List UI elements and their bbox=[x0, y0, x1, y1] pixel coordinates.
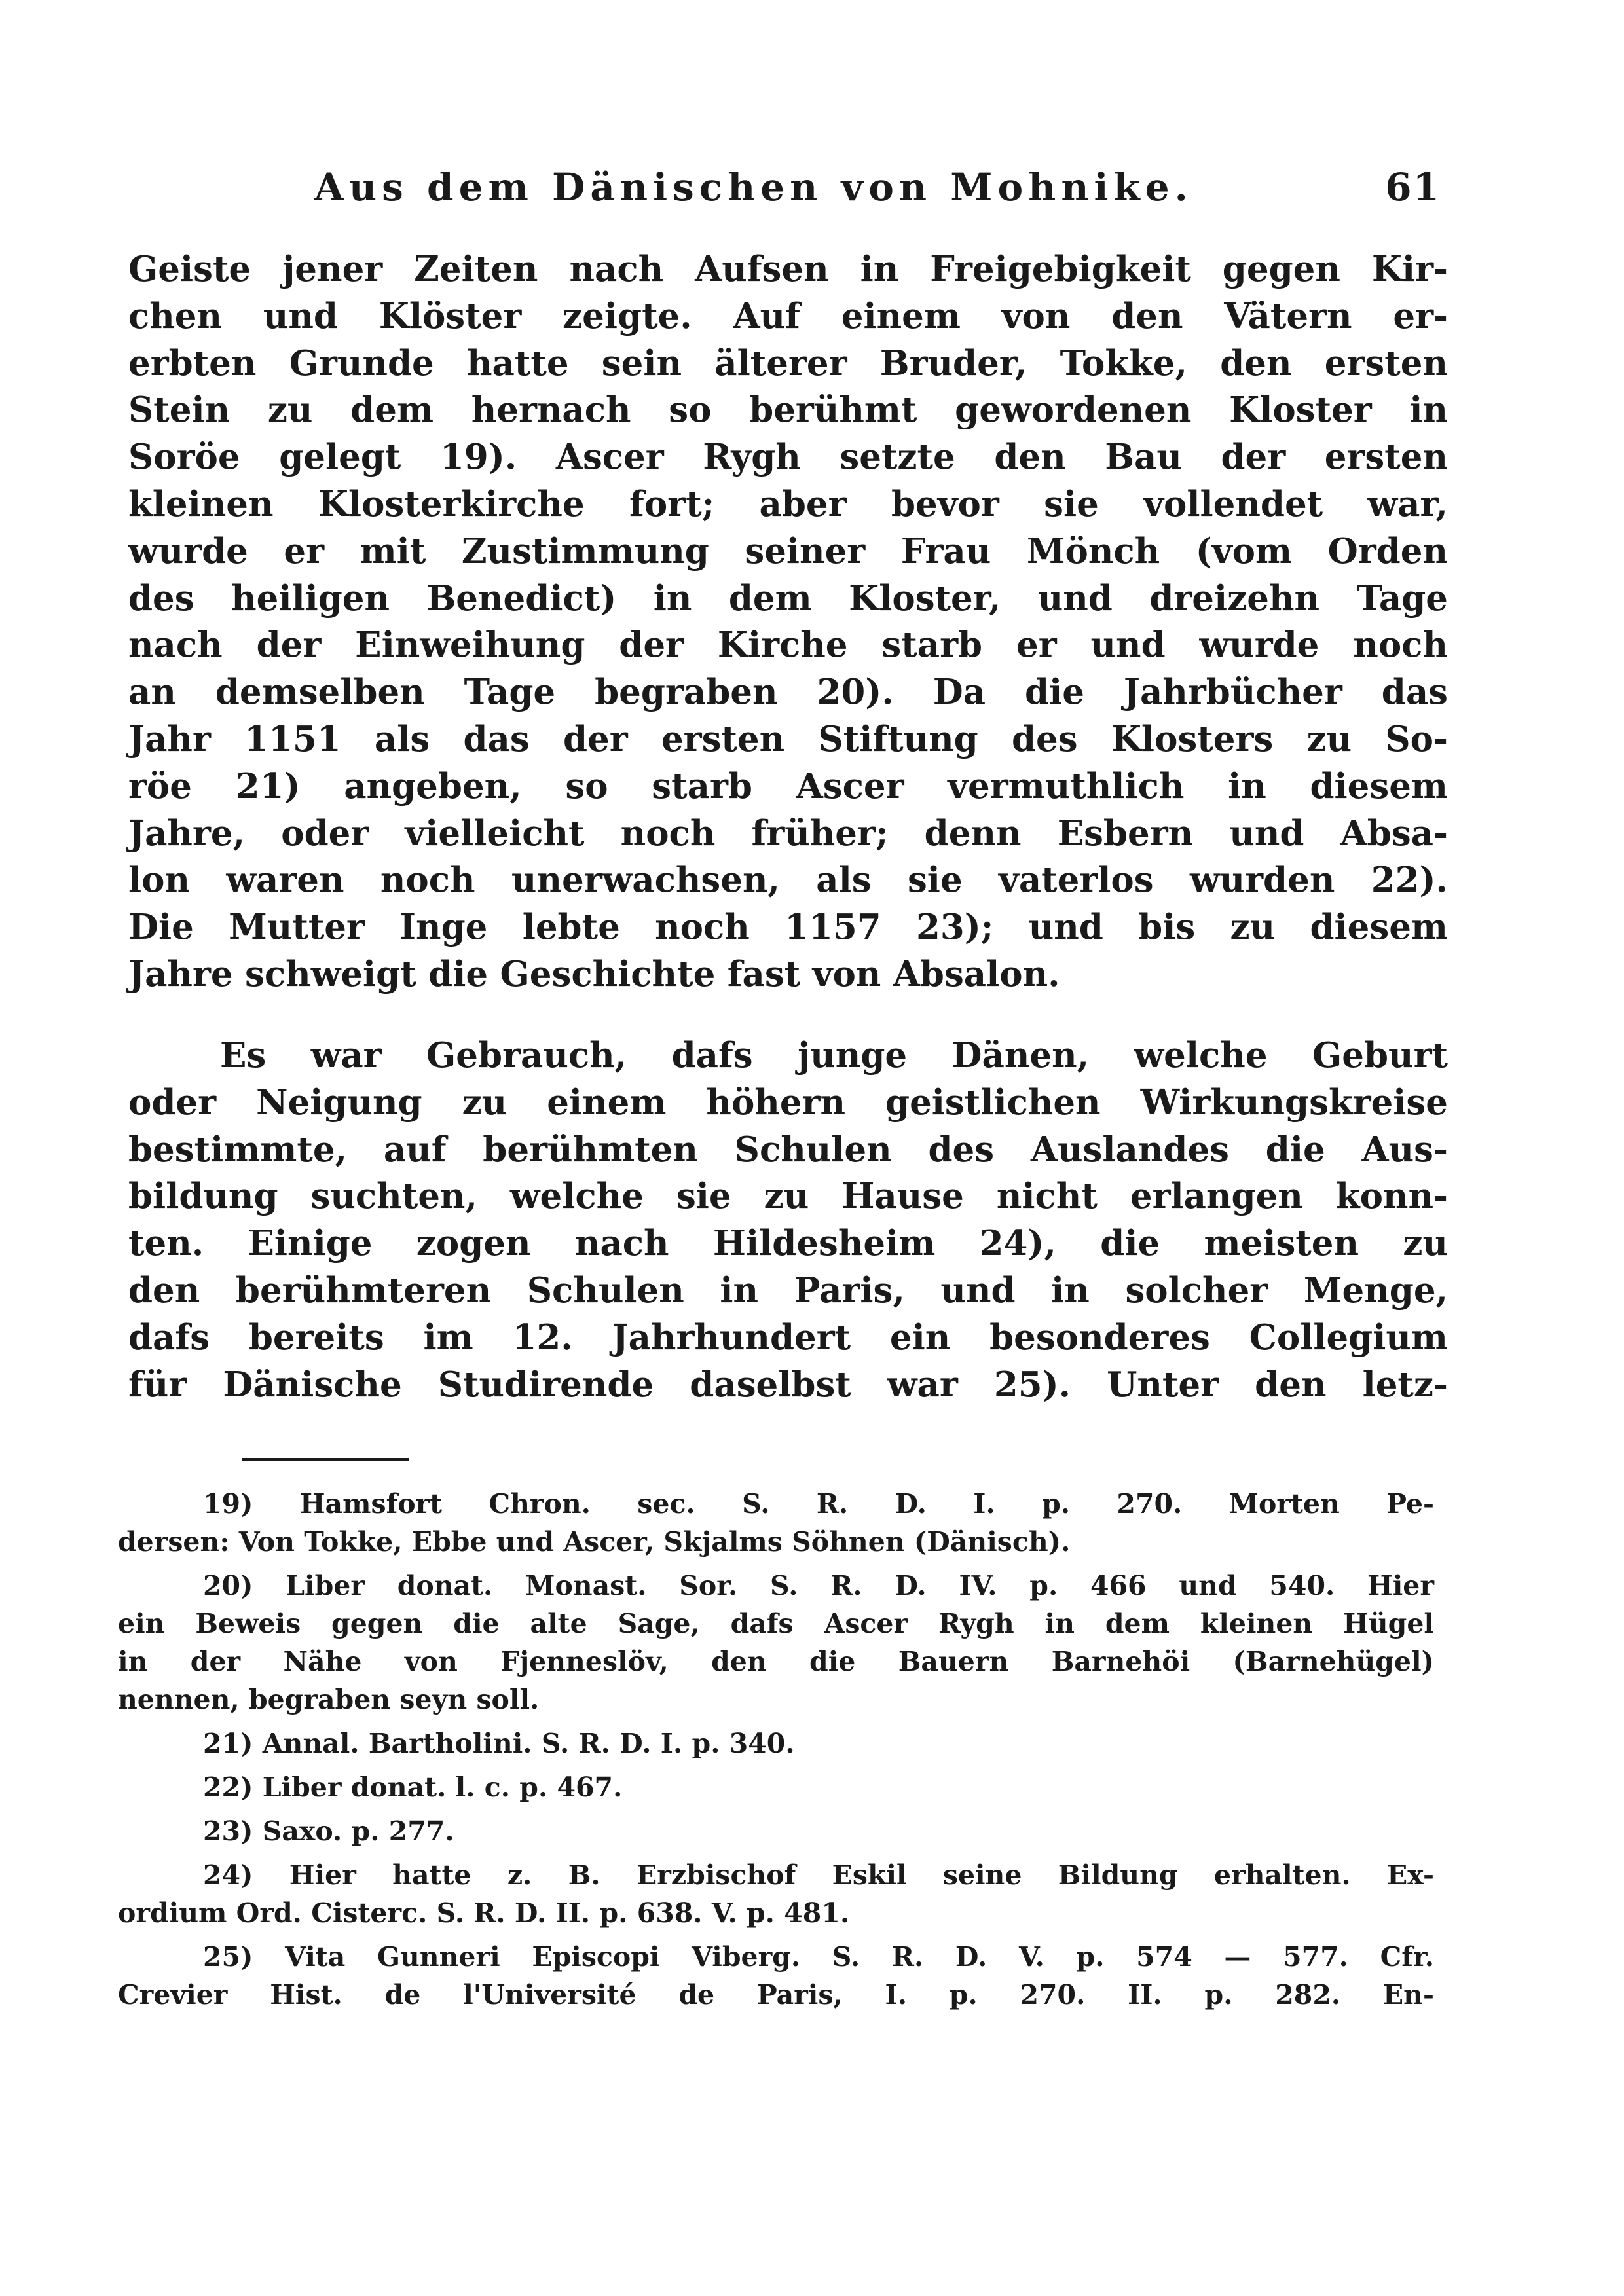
footnote-25 bbox=[118, 1938, 1434, 2014]
text-line: Soröe gelegt 19). Ascer Rygh setzte den Bau der ersten bbox=[128, 437, 1448, 478]
footnote-line: 25) Vita Gunneri Episcopi Viberg. S. R. D. V. p. 574 — 577. Cfr. bbox=[203, 1941, 1434, 1973]
footnote-line: ein Beweis gegen die alte Sage, dafs Ascer Rygh in dem kleinen Hügel bbox=[118, 1608, 1434, 1639]
text-line: kleinen Klosterkirche fort; aber bevor sie vollendet war, bbox=[128, 483, 1448, 524]
footnote-line: 21) Annal. Bartholini. S. R. D. I. p. 340. bbox=[203, 1728, 795, 1759]
footnote-line: ordium Ord. Cisterc. S. R. D. II. p. 638. V. p. 481. bbox=[118, 1897, 850, 1929]
text-line: des heiligen Benedict) in dem Kloster, und dreizehn Tage bbox=[128, 577, 1448, 619]
text-line: oder Neigung zu einem höhern geistlichen Wirkungskreise bbox=[128, 1082, 1448, 1123]
text-line: bildung suchten, welche sie zu Hause nicht erlangen konn- bbox=[128, 1176, 1448, 1217]
footnote-21 bbox=[118, 1724, 1434, 1762]
text-line: Jahre, oder vielleicht noch früher; denn Esbern und Absa- bbox=[128, 812, 1448, 854]
footnote-line: Crevier Hist. de l'Université de Paris, I. p. 270. II. p. 282. En- bbox=[118, 1979, 1434, 2011]
running-head bbox=[301, 165, 1441, 224]
paragraph-1 bbox=[128, 246, 1448, 998]
text-line: Jahr 1151 als das der ersten Stiftung des Klosters zu So- bbox=[128, 718, 1448, 759]
text-line: röe 21) angeben, so starb Ascer vermuthlich in diesem bbox=[128, 765, 1448, 807]
text-line: ten. Einige zogen nach Hildesheim 24), die meisten zu bbox=[128, 1223, 1448, 1264]
footnote-line: 23) Saxo. p. 277. bbox=[203, 1815, 454, 1847]
text-line: wurde er mit Zustimmung seiner Frau Mönch (vom Orden bbox=[128, 530, 1448, 572]
footnote-23 bbox=[118, 1812, 1434, 1850]
footnote-line: dersen: Von Tokke, Ebbe und Ascer, Skjalms Söhnen (Dänisch). bbox=[118, 1526, 1071, 1558]
text-line: Stein zu dem hernach so berühmt gewordenen Kloster in bbox=[128, 390, 1448, 431]
footnote-19 bbox=[118, 1485, 1434, 1561]
footnote-line: 22) Liber donat. l. c. p. 467. bbox=[203, 1772, 623, 1803]
footnote-line: nennen, begraben seyn soll. bbox=[118, 1684, 540, 1715]
footnote-line: 19) Hamsfort Chron. sec. S. R. D. I. p. 270. Morten Pe- bbox=[203, 1488, 1434, 1520]
text-line: Es war Gebrauch, dafs junge Dänen, welche Geburt bbox=[220, 1035, 1448, 1076]
text-line: Geiste jener Zeiten nach Aufsen in Freigebigkeit gegen Kir- bbox=[128, 249, 1448, 289]
text-line: nach der Einweihung der Kirche starb er und wurde noch bbox=[128, 625, 1448, 666]
footnote-line: 24) Hier hatte z. B. Erzbischof Eskil seine Bildung erhalten. Ex- bbox=[203, 1859, 1434, 1891]
footnotes bbox=[118, 1485, 1434, 2020]
text-line: Jahre schweigt die Geschichte fast von Absalon. bbox=[128, 953, 1060, 994]
text-line: lon waren noch unerwachsen, als sie vaterlos wurden 22). bbox=[128, 860, 1448, 901]
footnote-20 bbox=[118, 1567, 1434, 1719]
text-line: chen und Klöster zeigte. Auf einem von den Vätern er- bbox=[128, 295, 1448, 337]
text-line: an demselben Tage begraben 20). Da die Jahrbücher das bbox=[128, 672, 1448, 713]
footnote-line: in der Nähe von Fjenneslöv, den die Bauern Barnehöi (Barnehügel) bbox=[118, 1646, 1434, 1677]
footnote-separator bbox=[242, 1458, 409, 1461]
footnote-line: 20) Liber donat. Monast. Sor. S. R. D. IV. p. 466 und 540. Hier bbox=[203, 1570, 1434, 1601]
footnote-22 bbox=[118, 1768, 1434, 1806]
paragraph-2 bbox=[128, 1032, 1448, 1408]
page-number: 61 bbox=[1385, 165, 1441, 210]
text-line: Die Mutter Inge lebte noch 1157 23); und bis zu diesem bbox=[128, 907, 1448, 948]
text-line: dafs bereits im 12. Jahrhundert ein besonderes Collegium bbox=[128, 1317, 1448, 1358]
running-head-title: Aus dem Dänischen von Mohnike. bbox=[314, 165, 1193, 210]
text-line: für Dänische Studirende daselbst war 25). Unter den letz- bbox=[128, 1364, 1448, 1405]
footnote-24 bbox=[118, 1856, 1434, 1932]
text-line: den berühmteren Schulen in Paris, und in solcher Menge, bbox=[128, 1269, 1448, 1311]
text-line: bestimmte, auf berühmten Schulen des Auslandes die Aus- bbox=[128, 1129, 1448, 1170]
text-line: erbten Grunde hatte sein älterer Bruder, Tokke, den ersten bbox=[128, 342, 1448, 384]
